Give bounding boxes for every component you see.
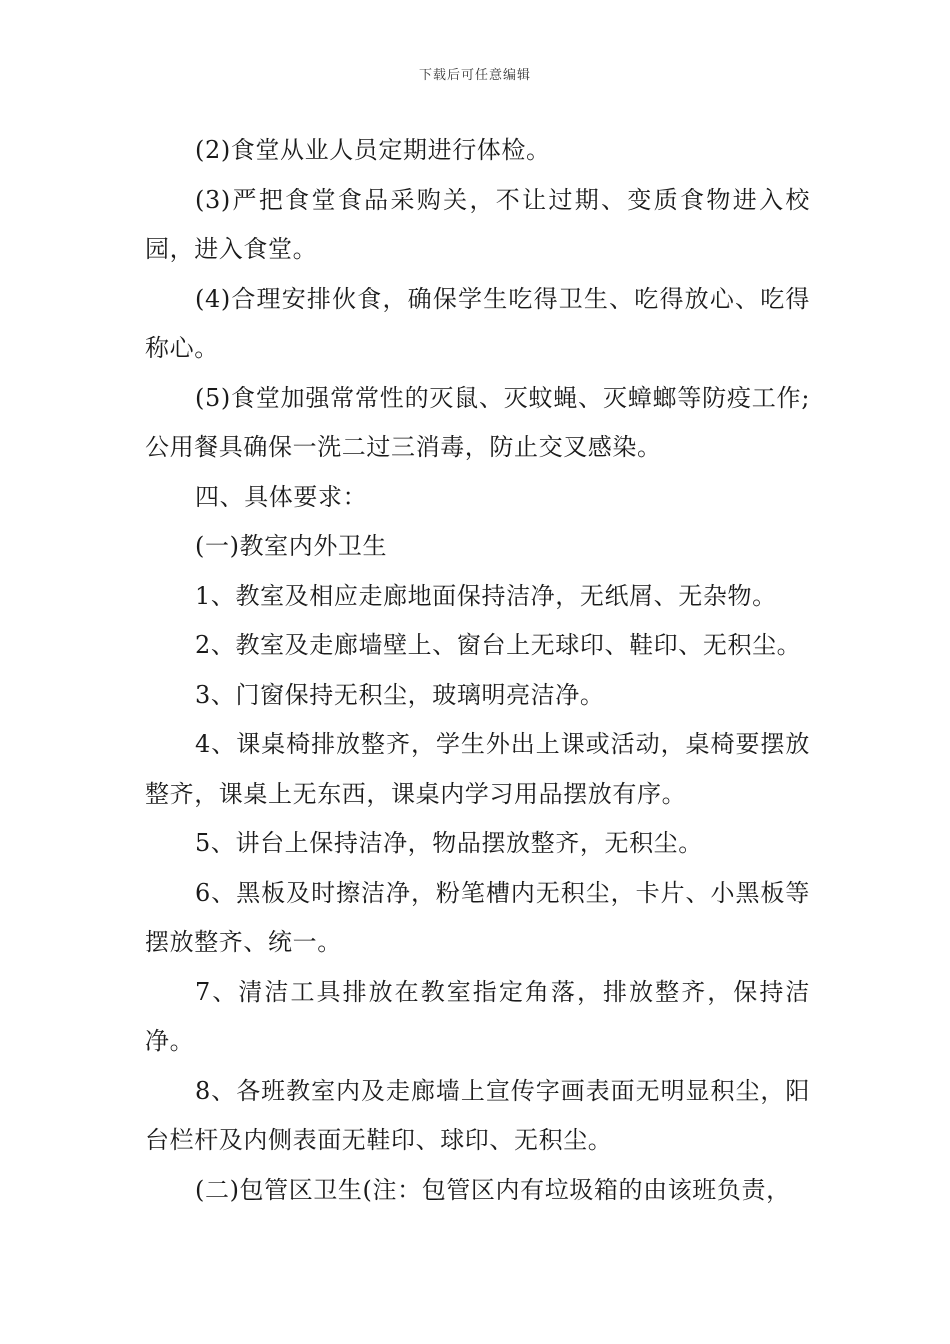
list-item-wall-displays: 8、各班教室内及走廊墙上宣传字画表面无明显积尘，阳台栏杆及内侧表面无鞋印、球印、无积尘。 [145, 1076, 810, 1154]
list-item-blackboard: 6、黑板及时擦洁净，粉笔槽内无积尘，卡片、小黑板等摆放整齐、统一。 [145, 878, 810, 956]
subsection-heading-managed-area: (二)包管区卫生(注：包管区内有垃圾箱的由该班负责， [195, 1175, 791, 1204]
list-item-cleaning-tools: 7、清洁工具排放在教室指定角落，排放整齐，保持洁净。 [145, 977, 810, 1055]
paragraph-canteen-health-check: (2)食堂从业人员定期进行体检。 [195, 136, 551, 164]
section-heading-requirements: 四、具体要求： [195, 482, 368, 511]
paragraph-meal-arrangement: (4)合理安排伙食，确保学生吃得卫生、吃得放心、吃得称心。 [145, 284, 810, 362]
document-body [145, 126, 810, 1215]
list-item-floor: 1、教室及相应走廊地面保持洁净，无纸屑、无杂物。 [195, 581, 777, 610]
list-item-podium: 5、讲台上保持洁净，物品摆放整齐，无积尘。 [195, 829, 703, 857]
paragraph-food-procurement: (3)严把食堂食品采购关，不让过期、变质食物进入校园，进入食堂。 [145, 185, 810, 263]
list-item-desks: 4、课桌椅排放整齐，学生外出上课或活动，桌椅要摆放整齐，课桌上无东西，课桌内学习用品摆放有序。 [145, 730, 810, 808]
list-item-walls: 2、教室及走廊墙壁上、窗台上无球印、鞋印、无积尘。 [195, 631, 802, 659]
list-item-windows: 3、门窗保持无积尘，玻璃明亮洁净。 [195, 680, 605, 709]
paragraph-pest-control: (5)食堂加强常常性的灭鼠、灭蚊蝇、灭蟑螂等防疫工作;公用餐具确保一洗二过三消毒，防止交叉感染。 [145, 383, 810, 461]
subsection-heading-classroom: (一)教室内外卫生 [195, 532, 388, 560]
page-header-note: 下载后可任意编辑 [418, 68, 531, 83]
